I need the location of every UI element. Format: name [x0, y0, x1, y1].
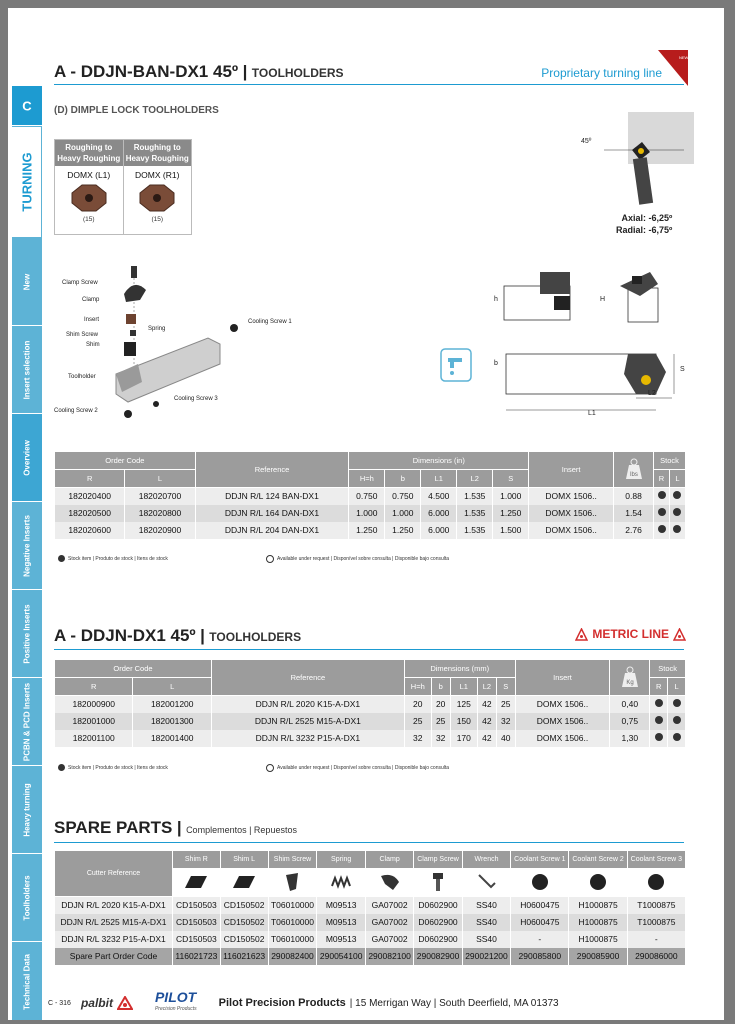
stock-icon — [673, 508, 681, 516]
clamp-screw-icon — [430, 871, 446, 893]
col-dim: S — [493, 470, 529, 488]
col-dimensions: Dimensions (mm) — [404, 660, 515, 678]
table-row[interactable]: DDJN R/L 2020 K15-A-DX1 CD150503 CD150502 T06010000 M09513 GA07002 D0602900 SS40 H0600475 H1000875 T1000875 — [55, 897, 686, 914]
stock-icon — [655, 733, 663, 741]
metric-toolholder-table — [54, 659, 686, 747]
stock-icon — [655, 716, 663, 724]
new-flag-icon — [658, 50, 688, 86]
col-spring: Spring — [317, 851, 365, 869]
col-dim: b — [431, 678, 450, 696]
col-wrench: Wrench — [462, 851, 510, 869]
insert-application: Roughing to Heavy Roughing — [55, 140, 123, 166]
col-shim-l: Shim L — [220, 851, 268, 869]
tab-new[interactable]: New — [12, 238, 42, 326]
request-legend-icon — [266, 555, 274, 563]
side-view-diagram — [610, 266, 670, 330]
col-coolant-screw-2: Coolant Screw 2 — [569, 851, 627, 869]
request-legend-icon — [266, 764, 274, 772]
col-dim: L2 — [457, 470, 493, 488]
label-insert: Insert — [84, 317, 100, 323]
tab-toolholders[interactable]: Toolholders — [12, 854, 42, 942]
section2-rule — [54, 649, 684, 650]
label-cooling-screw-3: Cooling Screw 3 — [174, 396, 218, 402]
stock-icon — [673, 733, 681, 741]
col-dimensions: Dimensions (in) — [349, 452, 529, 470]
stock-icon — [658, 508, 666, 516]
section2-title: A - DDJN-DX1 45º | TOOLHOLDERS — [54, 626, 302, 645]
col-clamp-screw: Clamp Screw — [414, 851, 462, 869]
stock-icon — [655, 699, 663, 707]
shim-r-icon — [181, 872, 211, 892]
col-cutter-reference: Cutter Reference — [55, 851, 173, 897]
col-r: R — [55, 470, 125, 488]
col-dim: H=h — [404, 678, 431, 696]
stock-icon — [658, 491, 666, 499]
coolant-screw-1-icon — [530, 872, 550, 892]
table-row[interactable]: 182020600 182020900 DDJN R/L 204 DAN-DX1 1.250 1.250 6.000 1.535 1.500 DOMX 1506.. 2.76 — [55, 522, 686, 539]
warning-triangle-icon — [673, 628, 686, 641]
tab-pcbn-pcd-inserts[interactable]: PCBN & PCD Inserts — [12, 678, 42, 766]
col-dim: S — [496, 678, 515, 696]
label-cooling-screw-1: Cooling Screw 1 — [248, 319, 292, 325]
catalog-page — [8, 8, 724, 1020]
label-toolholder: Toolholder — [68, 374, 96, 380]
col-l: L — [125, 470, 195, 488]
insert-image-icon — [138, 183, 176, 213]
request-legend: Available under request | Disponível sobre consulta | Disponible bajo consulta — [266, 764, 449, 772]
insert-r1[interactable] — [124, 140, 192, 234]
col-stock: Stock — [650, 660, 686, 678]
tab-turning[interactable]: TURNING — [12, 126, 42, 238]
rake-angles — [616, 212, 672, 236]
col-coolant-screw-1: Coolant Screw 1 — [511, 851, 569, 869]
footer — [48, 989, 708, 1014]
col-weight — [610, 660, 650, 696]
stock-icon — [658, 525, 666, 533]
axial-angle: Axial: -6,25º — [621, 213, 673, 223]
insert-box — [54, 139, 192, 235]
section3-rule — [54, 842, 684, 843]
front-view-diagram — [496, 266, 580, 330]
warning-triangle-icon — [575, 628, 588, 641]
col-stock-r: R — [650, 678, 668, 696]
tab-heavy-turning[interactable]: Heavy turning — [12, 766, 42, 854]
dim-l1-label: L1 — [588, 410, 596, 417]
table-row[interactable]: 182020400 182020700 DDJN R/L 124 BAN-DX1 0.750 0.750 4.500 1.535 1.000 DOMX 1506.. 0.88 — [55, 488, 686, 505]
col-order-code: Order Code — [55, 452, 196, 470]
label-shim-screw: Shim Screw — [66, 332, 99, 338]
stock-icon — [673, 699, 681, 707]
pilot-logo: PILOT Precision Products — [154, 989, 197, 1012]
insert-code: DOMX (L1) — [67, 170, 111, 180]
col-dim: b — [385, 470, 421, 488]
tab-positive-inserts[interactable]: Positive Inserts — [12, 590, 42, 678]
col-shim-screw: Shim Screw — [268, 851, 317, 869]
stock-icon — [673, 491, 681, 499]
label-cooling-screw-2: Cooling Screw 2 — [54, 408, 98, 414]
col-insert: Insert — [529, 452, 614, 488]
col-reference: Reference — [195, 452, 349, 488]
label-clamp-screw: Clamp Screw — [62, 280, 98, 286]
col-l: L — [133, 678, 211, 696]
coolant-icon — [440, 348, 472, 382]
weight-icon — [622, 457, 646, 481]
stock-icon — [673, 716, 681, 724]
dim-H-label: H — [600, 296, 606, 303]
new-flag-text: NEW — [679, 55, 688, 60]
palbit-logo: palbit — [80, 996, 113, 1010]
proprietary-line: Proprietary turning line — [541, 66, 662, 80]
page-number: C - 316 — [48, 999, 71, 1007]
clamp-icon — [379, 872, 401, 892]
stock-legend-icon — [58, 555, 65, 562]
col-dim: L1 — [421, 470, 457, 488]
col-dim: L2 — [477, 678, 496, 696]
company-address: | 15 Merrigan Way | South Deerfield, MA 01373 — [349, 997, 559, 1009]
insert-l1[interactable] — [55, 140, 124, 234]
stock-legend-icon — [58, 764, 65, 771]
shim-l-icon — [229, 872, 259, 892]
col-dim: L1 — [450, 678, 477, 696]
dim-s-label: S — [680, 366, 685, 373]
table-row[interactable]: DDJN R/L 3232 P15-A-DX1 CD150503 CD150502 T06010000 M09513 GA07002 D0602900 SS40 - H1000875 - — [55, 931, 686, 948]
table-row[interactable]: DDJN R/L 2525 M15-A-DX1 CD150503 CD150502 T06010000 M09513 GA07002 D0602900 SS40 H0600475 H1000875 T1000875 — [55, 914, 686, 931]
tab-negative-inserts[interactable]: Negative Inserts — [12, 502, 42, 590]
insert-qty: (15) — [82, 216, 95, 223]
label-spring: Spring — [148, 326, 166, 332]
dim-h-label: h — [494, 296, 498, 303]
page-title: A - DDJN-BAN-DX1 45º | TOOLHOLDERS — [54, 62, 344, 81]
lead-angle-label: 45º — [581, 138, 592, 145]
insert-image-icon — [70, 183, 108, 213]
tab-technical-data[interactable]: Technical Data — [12, 942, 42, 1020]
section-label: (D) DIMPLE LOCK TOOLHOLDERS — [54, 105, 219, 116]
palbit-logo-icon — [117, 996, 133, 1010]
col-dim: H=h — [349, 470, 385, 488]
label-shim: Shim — [86, 342, 100, 348]
spare-part-order-code-row[interactable]: Spare Part Order Code 116021723 116021623 290082400 290054100 290082100 290082900 290021200 290085800 290085900 290086000 — [55, 948, 686, 965]
stock-icon — [673, 525, 681, 533]
col-insert: Insert — [515, 660, 610, 696]
col-stock-r: R — [654, 470, 670, 488]
insert-qty: (15) — [151, 216, 164, 223]
weight-icon — [618, 665, 642, 689]
col-reference: Reference — [211, 660, 404, 696]
col-order-code: Order Code — [55, 660, 212, 678]
inch-toolholder-table — [54, 451, 686, 539]
tab-overview[interactable]: Overview — [12, 414, 42, 502]
col-weight — [614, 452, 654, 488]
label-clamp: Clamp — [82, 297, 100, 303]
stock-legend: Stock item | Produto de stock | Itens de stock — [58, 555, 168, 562]
dim-l2-label: L2 — [648, 390, 656, 397]
table-row[interactable]: 182001000 182001300 DDJN R/L 2525 M15-A-DX1 25 25 150 42 32 DOMX 1506.. 0,75 — [55, 713, 686, 730]
dim-b-label: b — [494, 360, 498, 367]
col-stock-l: L — [668, 678, 686, 696]
weight-unit: Kg — [626, 679, 634, 686]
table-row[interactable]: 182000900 182001200 DDJN R/L 2020 K15-A-DX1 20 20 125 42 25 DOMX 1506.. 0,40 — [55, 696, 686, 713]
spring-icon — [330, 872, 352, 892]
col-clamp: Clamp — [365, 851, 413, 869]
col-stock: Stock — [654, 452, 686, 470]
insert-application: Roughing to Heavy Roughing — [124, 140, 192, 166]
stock-legend: Stock item | Produto de stock | Itens de stock — [58, 764, 168, 771]
tab-c[interactable]: C — [12, 86, 42, 126]
company-name: Pilot Precision Products — [218, 997, 346, 1009]
coolant-screw-2-icon — [588, 872, 608, 892]
col-r: R — [55, 678, 133, 696]
weight-unit: lbs — [629, 471, 638, 478]
lead-angle-diagram — [594, 112, 694, 208]
metric-line-badge: METRIC LINE — [575, 627, 686, 641]
insert-code: DOMX (R1) — [135, 170, 180, 180]
table-row[interactable]: 182020500 182020800 DDJN R/L 164 DAN-DX1 1.000 1.000 6.000 1.535 1.250 DOMX 1506.. 1.54 — [55, 505, 686, 522]
col-shim-r: Shim R — [173, 851, 221, 869]
shim-screw-icon — [282, 871, 302, 893]
header-rule — [54, 84, 684, 85]
spare-parts-table — [54, 850, 686, 965]
col-coolant-screw-3: Coolant Screw 3 — [627, 851, 685, 869]
radial-angle: Radial: -6,75º — [616, 225, 673, 235]
coolant-screw-3-icon — [646, 872, 666, 892]
tab-insert-selection[interactable]: Insert selection — [12, 326, 42, 414]
table-row[interactable]: 182001100 182001400 DDJN R/L 3232 P15-A-DX1 32 32 170 42 40 DOMX 1506.. 1,30 — [55, 730, 686, 747]
wrench-icon — [475, 871, 497, 893]
col-stock-l: L — [669, 470, 685, 488]
spare-parts-title: SPARE PARTS | Complementos | Repuestos — [54, 818, 297, 837]
request-legend: Available under request | Disponível sobre consulta | Disponible bajo consulta — [266, 555, 449, 563]
